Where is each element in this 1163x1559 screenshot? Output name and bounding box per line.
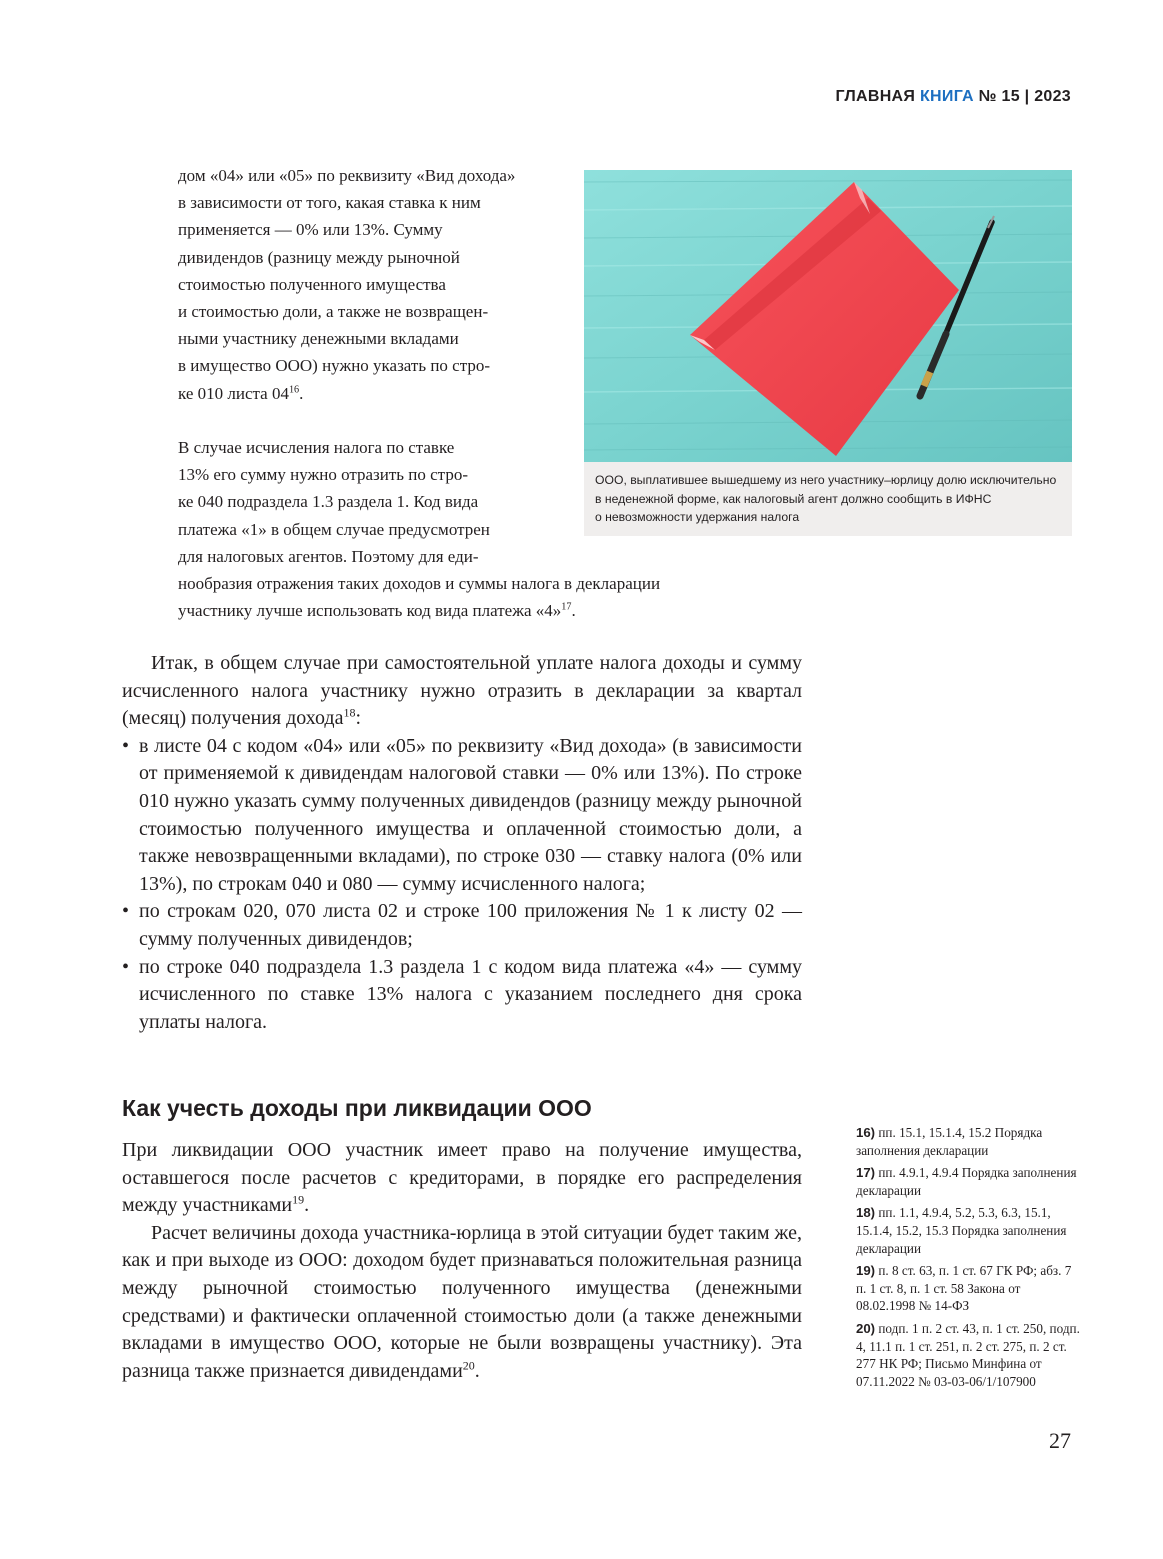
sidebar-line: ке 010 листа $04^{16}$. [178,383,304,403]
sidebar-text-block [178,162,661,624]
footnote-number: 19) [856,1263,876,1279]
caption-line: о невозможности удержания налога [595,510,800,524]
envelope-photo [584,170,1072,462]
footnote-number: 18) [856,1205,876,1221]
footnote-ref-19: 19 [292,1192,305,1207]
footnote-ref-16: 16 [288,383,300,395]
bullet-icon: • [122,900,130,923]
sidebar-line: в имущество ООО) нужно указать по стро- [178,356,491,376]
header-title: ГЛАВНАЯ [835,88,920,105]
sidebar-line: дивидендов (разницу между рыночной [178,247,460,267]
bullet-icon: • [122,955,130,978]
main-text [122,650,802,1036]
bullet-icon: • [122,734,130,757]
paragraph: При ликвидации ООО участник имеет право на получение имущества, оставшегося после расчетов с кредиторами, в порядке его распределения между участниками$^{19}$. [122,1139,802,1217]
sidebar-line: и стоимостью доли, а также не возвращен- [178,302,489,322]
footnote-number: 20) [856,1320,876,1336]
header-issue: № 15 | 2023 [973,88,1071,105]
sidebar-line: платежа «1» в общем случае предусмотрен [178,519,490,539]
sidebar-line: для налоговых агентов. Поэтому для еди- [178,546,479,566]
paragraph: Итак, в общем случае при самостоятельной уплате налога доходы и сумму исчисленного налога участнику нужно отразить в декларации за квартал (месяц) получения дохода$^{18}$: [122,652,802,730]
sidebar-line: нообразия отражения таких доходов и суммы налога в декларации [178,574,661,594]
caption-line: ООО, выплатившее вышедшему из него участнику–юрлицу долю исключительно [595,473,1057,487]
section-text [122,1137,802,1385]
paragraph: Расчет величины дохода участника-юрлица в этой ситуации будет таким же, как и при выходе из ООО: доходом будет признаваться положительная разница между рыночной стоимостью полученного имущества (денежными средствами) и фактически оплаченной стоимостью доли (а также денежными вкладами в имущество ООО, которые не были возвращены участнику). Эта разница также признается дивидендами$^{20}$. [122,1221,802,1382]
list-item: • по строке 040 подраздела 1.3 раздела 1 с кодом вида платежа «4» — сумму исчисленного по ставке 13% налога с указанием последнего дня срока уплаты налога. [122,955,802,1033]
bullet-list [122,733,802,1037]
footnote-ref-20: 20 [462,1358,475,1373]
footnote: 18) пп. 1.1, 4.9.4, 5.2, 5.3, 6.3, 15.1, 15.1.4, 15.2, 15.3 Порядка заполнения декларации [856,1205,1067,1256]
caption-line: в неденежной форме, как налоговый агент должно сообщить в ИФНС [595,491,992,506]
sidebar-line: 13% его сумму нужно отразить по стро- [178,465,468,485]
header-title-accent: КНИГА [919,88,974,105]
sidebar-line: ке 040 подраздела 1.3 раздела 1. Код вида [178,492,479,512]
footnotes [856,1124,1082,1395]
footnote-ref-17: 17 [561,601,572,613]
footnote-number: 17) [856,1165,876,1181]
section-heading: Как учесть доходы при ликвидации ООО [122,1095,592,1121]
list-item: • в листе 04 с кодом «04» или «05» по реквизиту «Вид дохода» (в зависимости от применяемой к дивидендам налоговой ставки — 0% или 13%). По строке 010 нужно указать сумму полученных дивидендов (разницу между рыночной стоимостью полученного имущества и оплаченной стоимостью доли, а также невозвращенными вкладами), по строке 030 — ставку налога (0% или 13%), по строкам 040 и 080 — сумму исчисленного налога; [122,734,802,895]
sidebar-line: применяется — 0% или 13%. Сумму [178,220,443,240]
page-number: 27 [1049,1428,1071,1453]
sidebar-line: В случае исчисления налога по ставке [178,438,455,458]
sidebar-line: ными участнику денежными вкладами [178,329,459,349]
list-item: • по строкам 020, 070 листа 02 и строке 100 приложения № 1 к листу 02 — сумму полученных дивидендов; [122,900,802,950]
sidebar-line: стоимостью полученного имущества [178,274,446,294]
sidebar-line: дом «04» или «05» по реквизиту «Вид дохода» [178,166,516,185]
sidebar-line: в зависимости от того, какая ставка к ним [178,193,481,213]
sidebar-line: участнику лучше использовать код вида платежа «4»$^{17}$. [178,601,576,621]
photo-caption [584,462,1072,536]
footnote: 17) пп. 4.9.1, 4.9.4 Порядка заполнения декларации [856,1165,1077,1198]
sidebar-line-text: участнику лучше использовать код вида платежа «4» [178,601,562,621]
footnote: 16) пп. 15.1, 15.1.4, 15.2 Порядка заполнения декларации [856,1125,1043,1158]
magazine-header [836,88,1072,106]
footnote-ref-18: 18 [343,705,356,720]
footnote: 20) подп. 1 п. 2 ст. 43, п. 1 ст. 250, подп. 4, 11.1 п. 1 ст. 251, п. 2 ст. 275, п. 2 ст. 277 НК РФ; Письмо Минфина от 07.11.2022 № 03-03-06/1/107900 [856,1320,1080,1389]
footnote-number: 16) [856,1125,876,1140]
footnote: 19) п. 8 ст. 63, п. 1 ст. 67 ГК РФ; абз. 7 п. 1 ст. 8, п. 1 ст. 58 Закона от 08.02.1998 № 14-ФЗ [856,1263,1072,1314]
sidebar-line-text: ке 010 листа 04 [178,383,289,403]
